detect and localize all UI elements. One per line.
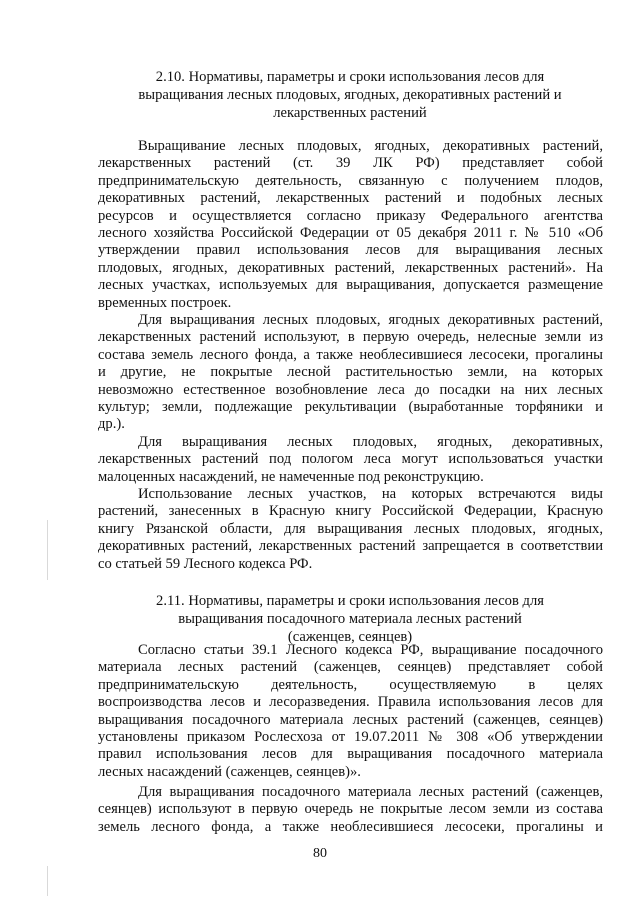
text-line: др.). bbox=[98, 416, 125, 433]
text-line: декоративных растений, лекарственных растений запрещается в соответствии bbox=[98, 538, 603, 555]
paragraph-2-10-4 bbox=[98, 486, 603, 573]
text-line: и другие, не покрытые лесной растительностью земли, на которых bbox=[98, 364, 603, 381]
heading-line: лекарственных растений bbox=[273, 105, 427, 121]
text-line: Для выращивания лесных плодовых, ягодных декоративных растений, bbox=[138, 312, 603, 328]
text-line: малоценных насаждений, не намеченные под реконструкцию. bbox=[98, 468, 484, 485]
scan-edge-mark bbox=[47, 866, 48, 896]
heading-line: выращивания посадочного материала лесных растений bbox=[178, 611, 522, 627]
text-line: культур; земли, подлежащие рекультивации (выработанные торфяники и bbox=[98, 399, 603, 416]
paragraph-2-10-1 bbox=[98, 138, 603, 312]
section-2-11-heading bbox=[110, 592, 590, 646]
text-line: правил использования лесов для выращивания посадочного материала bbox=[98, 746, 603, 763]
text-line: Выращивание лесных плодовых, ягодных, декоративных растений, bbox=[138, 138, 603, 154]
heading-line: 2.11. Нормативы, параметры и сроки использования лесов для bbox=[156, 593, 544, 609]
heading-line: выращивания лесных плодовых, ягодных, декоративных растений и bbox=[138, 87, 562, 103]
heading-line: 2.10. Нормативы, параметры и сроки использования лесов для bbox=[155, 69, 545, 85]
text-line: лесного хозяйства Российской Федерации от 05 декабря 2011 г. № 510 «Об bbox=[98, 225, 603, 242]
scan-edge-mark bbox=[47, 520, 48, 580]
text-line: предпринимательскую деятельность, осуществляемую в целях bbox=[98, 676, 603, 693]
page-number: 80 bbox=[313, 846, 327, 861]
text-line: невозможно естественное возобновление леса до посадки на них лесных bbox=[98, 381, 603, 398]
text-line: Для выращивания посадочного материала лесных растений (саженцев, bbox=[138, 784, 603, 800]
text-line: воспроизводства лесов и лесоразведения. Правила использования лесов для bbox=[98, 694, 603, 711]
text-line: лесных участках, используемых для выращивания, допускается размещение bbox=[98, 277, 603, 294]
text-line: со статьей 59 Лесного кодекса РФ. bbox=[98, 555, 313, 572]
text-line: растений, занесенных в Красную книгу Российской Федерации, Красную bbox=[98, 503, 603, 520]
paragraph-2-11-2 bbox=[98, 784, 603, 836]
text-line: лекарственных растений под пологом леса могут использоваться участки bbox=[98, 451, 603, 468]
paragraph-2-11-1 bbox=[98, 642, 603, 781]
text-line: временных построек. bbox=[98, 294, 232, 311]
text-line: сеянцев) используют в первую очередь не покрытые лесом земли из состава bbox=[98, 801, 603, 818]
text-line: ресурсов и осуществляется согласно приказу Федерального агентства bbox=[98, 207, 603, 224]
text-line: установлены приказом Рослесхоза от 19.07.2011 № 308 «Об утверждении bbox=[98, 729, 603, 746]
text-line: лесных насаждений (саженцев, сеянцев)». bbox=[98, 763, 361, 780]
text-line: земель лесного фонда, а также необлесившиеся лесосеки, прогалины и bbox=[98, 818, 603, 835]
text-line: декоративных растений, лекарственных растений и подобных лесных bbox=[98, 190, 603, 207]
paragraph-2-10-3 bbox=[98, 434, 603, 486]
heading-line: (саженцев, сеянцев) bbox=[287, 629, 413, 645]
text-line: Использование лесных участков, на которых встречаются виды bbox=[138, 486, 603, 502]
text-line: состава земель лесного фонда, а также необлесившиеся лесосеки, прогалины bbox=[98, 346, 603, 363]
section-2-10-heading bbox=[110, 68, 590, 122]
text-line: Для выращивания лесных плодовых, ягодных, декоративных, bbox=[138, 434, 603, 450]
text-line: материала лесных растений (саженцев, сеянцев) представляет собой bbox=[98, 659, 603, 676]
text-line: книгу Рязанской области, для выращивания лесных плодовых, ягодных, bbox=[98, 520, 603, 537]
text-line: выращивания посадочного материала лесных растений (саженцев, сеянцев) bbox=[98, 711, 603, 728]
text-line: утверждении правил использования лесов для выращивания лесных bbox=[98, 242, 603, 259]
text-line: предпринимательскую деятельность, связанную с получением плодов, bbox=[98, 172, 603, 189]
text-line: лекарственных растений используют, в первую очередь, нелесные земли из bbox=[98, 329, 603, 346]
text-line: плодовых, ягодных, декоративных растений, лекарственных растений». На bbox=[98, 259, 603, 276]
text-line: лекарственных растений (ст. 39 ЛК РФ) представляет собой bbox=[98, 155, 603, 172]
text-line: Согласно статьи 39.1 Лесного кодекса РФ, выращивание посадочного bbox=[138, 642, 603, 658]
paragraph-2-10-2 bbox=[98, 312, 603, 434]
